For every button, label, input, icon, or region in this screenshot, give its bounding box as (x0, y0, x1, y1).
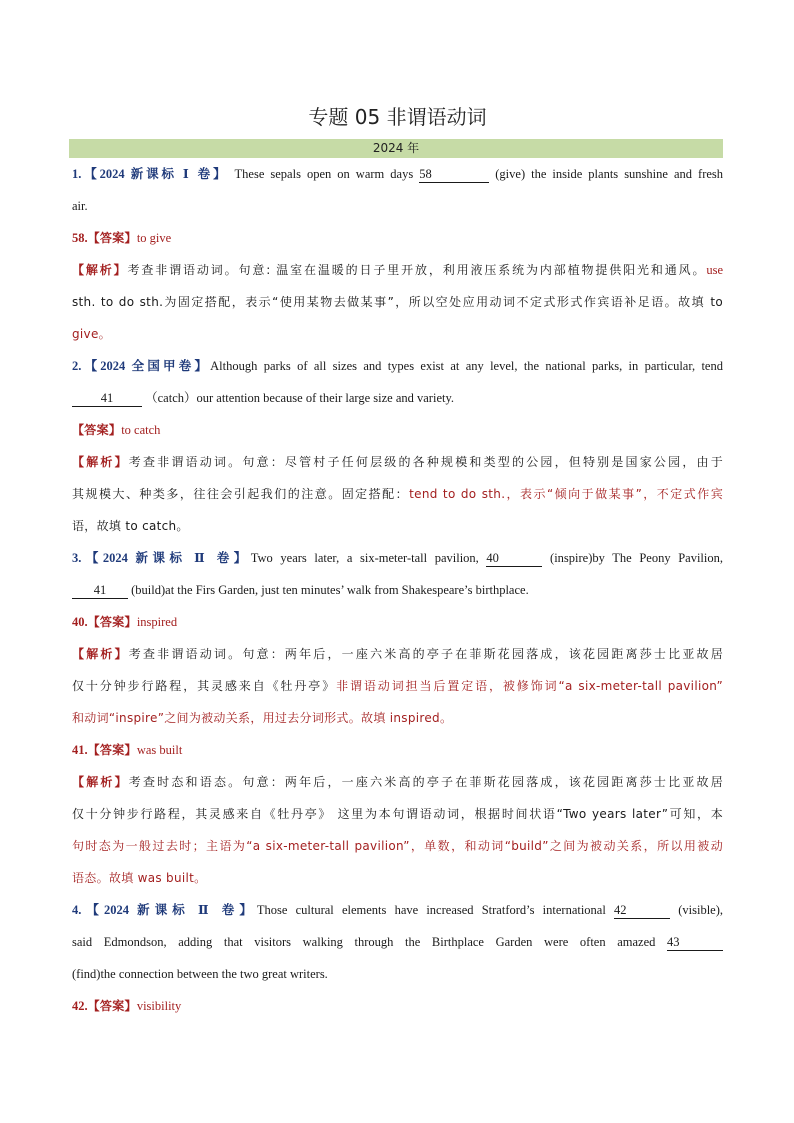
question-1-line-1: 1.【2024 新课标 Ⅰ 卷】 These sepals open on warm days 58 (give) the inside plants sunshine and fresh (72, 167, 723, 181)
explanation-58-line-2: sth. to do sth.为固定搭配，表示“使用某物去做某事”，所以空处应用动词不定式形式作宾语补足语。故填 to (72, 295, 723, 309)
question-4-line-1: 4.【2024 新课标 Ⅱ 卷】Those cultural elements have increased Stratford’s international 42 (visible), (72, 903, 723, 917)
answer-blank: 41 (72, 390, 142, 407)
explanation-58-line-1: 【解析】考查非谓语动词。句意: 温室在温暖的日子里开放，利用液压系统为内部植物提供阳光和通风。use (72, 263, 723, 277)
explanation-40-line-1: 【解析】考查非谓语动词。句意：两年后，一座六米高的亭子在菲斯花园落成，该花园距离莎士比亚故居 (72, 647, 723, 661)
question-4-line-2: said Edmondson, adding that visitors walking through the Birthplace Garden were often amazed 43 (72, 932, 723, 952)
answer-blank: 40 (486, 550, 542, 567)
answer-42: 42.【答案】visibility (72, 999, 182, 1013)
explanation-q2-line-2: 其规模大、种类多，往往会引起我们的注意。固定搭配：tend to do sth.，表示“倾向于做某事”，不定式作宾 (72, 487, 723, 501)
explanation-40-line-2: 仅十分钟步行路程，其灵感来自《牡丹亭》非谓语动词担当后置定语，被修饰词“a six-meter-tall pavilion” (72, 679, 723, 693)
question-1-line-2: air. (72, 199, 88, 213)
page-title: 专题 05 非谓语动词 (308, 105, 487, 129)
answer-41: 41.【答案】was built (72, 743, 183, 757)
answer-blank: 42 (614, 902, 670, 919)
question-2-line-2: 41 （catch）our attention because of their large size and variety. (72, 388, 723, 408)
question-3-line-2: 41 (build)at the Firs Garden, just ten minutes’ walk from Shakespeare’s birthplace. (72, 580, 723, 600)
explanation-41-line-2: 仅十分钟步行路程，其灵感来自《牡丹亭》 这里为本句谓语动词，根据时间状语“Two years later”可知，本 (72, 807, 723, 821)
answer-blank: 41 (72, 582, 128, 599)
explanation-41-line-4: 语态。故填 was built。 (72, 871, 207, 885)
question-4-line-3: (find)the connection between the two great writers. (72, 967, 328, 981)
answer-40: 40.【答案】inspired (72, 615, 178, 629)
question-3-line-1: 3.【2024 新课标 Ⅱ 卷】Two years later, a six-meter-tall pavilion, 40 (inspire)by The Peony Pavilion, (72, 551, 723, 565)
answer-58: 58.【答案】to give (72, 231, 172, 245)
question-2-line-1: 2.【2024 全国甲卷】Although parks of all sizes and types exist at any level, the national parks, in particular, tend (72, 359, 723, 373)
answer-blank: 58 (419, 166, 489, 183)
year-section-bar: 2024 年 (69, 139, 723, 158)
explanation-q2-line-3: 语，故填 to catch。 (72, 519, 189, 533)
explanation-41-line-1: 【解析】考查时态和语态。句意：两年后，一座六米高的亭子在菲斯花园落成，该花园距离莎士比亚故居 (72, 775, 723, 789)
explanation-41-line-3: 句时态为一般过去时；主语为“a six-meter-tall pavilion”，单数，和动词“build”之间为被动关系，所以用被动 (72, 839, 723, 853)
answer-blank: 43 (667, 934, 723, 951)
answer-q2: 【答案】to catch (72, 423, 161, 437)
explanation-q2-line-1: 【解析】考查非谓语动词。句意：尽管村子任何层级的各种规模和类型的公园，但特别是国家公园，由于 (72, 455, 723, 469)
explanation-40-line-3: 和动词“inspire”之间为被动关系，用过去分词形式。故填 inspired。 (72, 711, 453, 725)
explanation-58-line-3: give。 (72, 327, 111, 341)
